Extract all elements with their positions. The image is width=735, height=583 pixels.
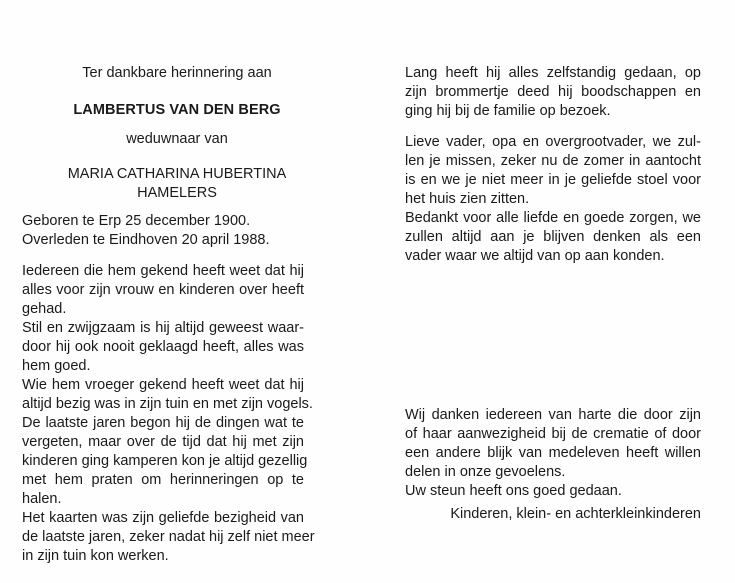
death-line: Overleden te Eindhoven 20 april 1988. (22, 232, 270, 248)
text-line: Bedankt voor alle liefde en goede zorgen, we (405, 210, 701, 226)
independence-paragraph (405, 64, 701, 121)
text-line: gehad. (22, 301, 67, 317)
text-line: door hij ook nooit geklaagd heeft, alles was (22, 339, 304, 355)
text-line: Stil en zwijgzaam is hij altijd geweest waar- (22, 320, 304, 336)
text-line: of haar aanwezigheid bij de crematie of door (405, 426, 701, 442)
farewell-paragraph (405, 133, 701, 266)
text-line: zullen altijd aan je blijven denken als een (405, 229, 701, 245)
text-line: het huis zien zitten. (405, 191, 530, 207)
widower-text: weduwnaar van (126, 131, 228, 147)
text-line: is en we je niet meer in je geliefde stoel voor (405, 172, 701, 188)
text-line: alles voor zijn vrouw en kinderen over heeft (22, 282, 304, 298)
text-line: de laatste jaren, zeker nadat hij zelf niet meer (22, 529, 315, 545)
text-line: Wij danken iedereen van harte die door zijn (405, 407, 701, 423)
birth-line: Geboren te Erp 25 december 1900. (22, 213, 251, 229)
text-line: ging hij bij de familie op bezoek. (405, 103, 611, 119)
text-line: altijd bezig was in zijn tuin en met zijn vogels. (22, 396, 313, 412)
signature: Kinderen, klein- en achterkleinkinderen (450, 506, 701, 522)
text-line: Iedereen die hem gekend heeft weet dat hij (22, 263, 304, 279)
text-line: een andere blijk van medeleven heeft willen (405, 445, 701, 461)
intro-text: Ter dankbare herinnering aan (82, 65, 272, 81)
text-line: len je missen, zeker nu de zomer in aantocht (405, 153, 701, 169)
text-line: Lang heeft hij alles zelfstandig gedaan, op (405, 65, 701, 81)
text-line: Lieve vader, opa en overgrootvader, we zul- (405, 134, 701, 150)
life-dates (22, 212, 332, 250)
text-line: Het kaarten was zijn geliefde bezigheid van (22, 510, 304, 526)
text-line: met hem praten om herinneringen op te (22, 472, 304, 488)
text-line: hem goed. (22, 358, 91, 374)
text-line: kinderen ging kamperen kon je altijd gezellig (22, 453, 308, 469)
text-line: De laatste jaren begon hij de dingen wat te (22, 415, 304, 431)
spouse-name (22, 165, 332, 203)
spouse-line: HAMELERS (137, 185, 217, 201)
text-line: Wie hem vroeger gekend heeft weet dat hij (22, 377, 304, 393)
text-line: vergeten, maar over de tijd dat hij met zijn (22, 434, 304, 450)
deceased-name: LAMBERTUS VAN DEN BERG (73, 102, 281, 118)
spouse-line: MARIA CATHARINA HUBERTINA (67, 166, 287, 182)
text-line: delen in onze gevoelens. (405, 464, 566, 480)
biography-paragraph (22, 262, 315, 566)
text-line: vader waar we altijd van op aan konden. (405, 248, 665, 264)
text-line: in zijn tuin kon werken. (22, 548, 169, 564)
text-line: halen. (22, 491, 62, 507)
thanks-paragraph (405, 406, 701, 501)
text-line: Uw steun heeft ons goed gedaan. (405, 483, 622, 499)
text-line: zijn brommertje deed hij boodschappen en (405, 84, 701, 100)
